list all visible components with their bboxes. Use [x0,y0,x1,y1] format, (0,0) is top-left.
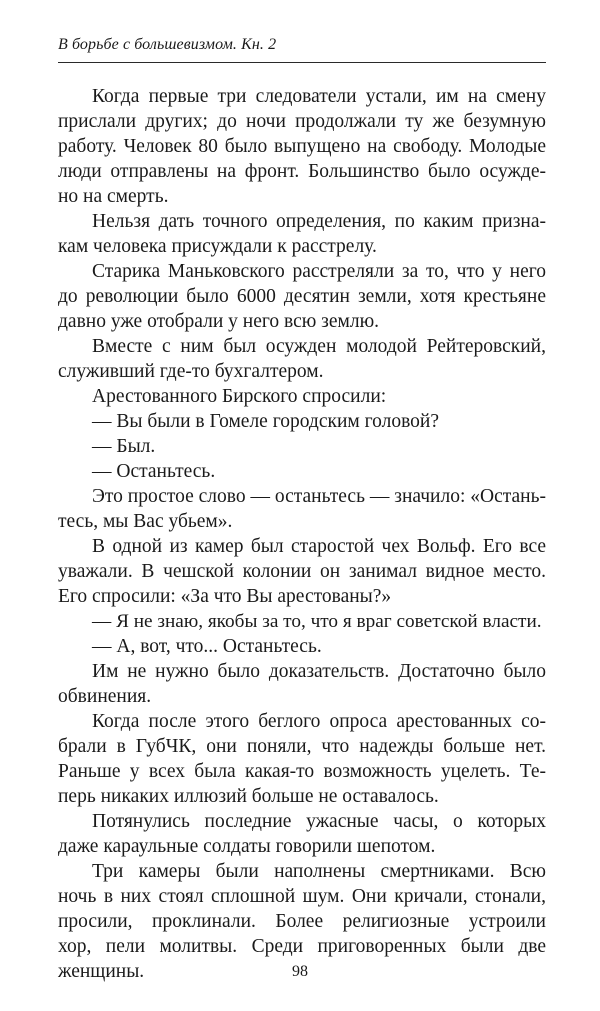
text-line: ночь в них стоял сплошной шум. Они кричали, стонали, [58,886,546,907]
paragraph [58,259,546,334]
text-line: Это простое слово — останьтесь — значило: «Остань- [92,486,546,507]
text-line: — Останьтесь. [92,461,216,482]
paragraph [58,484,546,534]
running-head: В борьбе с большевизмом. Кн. 2 [58,36,277,53]
text-line: Потянулись последние ужасные часы, о которых [92,811,546,832]
text-line: Когда после этого беглого опроса арестованных со- [92,711,546,732]
paragraph [58,459,546,484]
text-line: — Я не знаю, якобы за то, что я враг советской власти. [92,611,542,632]
paragraph [58,659,546,709]
paragraph [58,709,546,809]
text-line: — Был. [92,436,156,457]
text-line: Им не нужно было доказательств. Достаточно было [92,661,546,682]
text-line: перь никаких иллюзий больше не оставалось. [58,786,439,807]
paragraph [58,534,546,609]
text-line: хор, пели молитвы. Среди приговоренных были две [58,936,546,957]
paragraph [58,809,546,859]
text-line: прислали других; до ночи продолжали ту же безумную [58,111,546,132]
text-line: В одной из камер был старостой чех Вольф. Его все [92,536,546,557]
paragraph [58,409,546,434]
paragraph [58,434,546,459]
text-line: Вместе с ним был осужден молодой Рейтеровский, [92,336,546,357]
text-line: работу. Человек 80 было выпущено на свободу. Молодые [58,136,546,157]
text-line: Старика Маньковского расстреляли за то, что у него [92,261,546,282]
text-line: люди отправлены на фронт. Большинство было осужде- [58,161,546,182]
text-line: просили, проклинали. Более религиозные устроили [58,911,546,932]
paragraph [58,209,546,259]
paragraph [58,609,546,634]
text-line: давно уже отобрали у него всю землю. [58,311,380,332]
text-line: но на смерть. [58,186,169,207]
text-line: Нельзя дать точного определения, по каким призна- [92,211,546,232]
text-line: служивший где-то бухгалтером. [58,361,324,382]
body-text [58,84,546,984]
text-line: обвинения. [58,686,152,707]
paragraph [58,84,546,209]
header-rule [58,62,546,63]
text-line: тесь, мы Вас убьем». [58,511,233,532]
text-line: Арестованного Бирского спросили: [92,386,387,407]
text-line: Раньше у всех была какая-то возможность уцелеть. Те- [58,761,546,782]
text-line: даже караульные солдаты говорили шепотом. [58,836,436,857]
text-line: — А, вот, что... Останьтесь. [92,636,322,657]
paragraph [58,334,546,384]
text-line: женщины. [58,961,145,982]
paragraph [58,634,546,659]
text-line: кам человека присуждали к расстрелу. [58,236,377,257]
text-line: брали в ГубЧК, они поняли, что надежды больше нет. [58,736,546,757]
text-line: Его спросили: «За что Вы арестованы?» [58,586,392,607]
text-line: уважали. В чешской колонии он занимал видное место. [58,561,546,582]
paragraph [58,384,546,409]
text-line: до революции было 6000 десятин земли, хотя крестьяне [58,286,546,307]
text-line: Когда первые три следователи устали, им на смену [92,86,546,107]
text-line: — Вы были в Гомеле городским головой? [92,411,440,432]
text-line: Три камеры были наполнены смертниками. Всю [92,861,546,882]
page-number: 98 [292,963,308,980]
